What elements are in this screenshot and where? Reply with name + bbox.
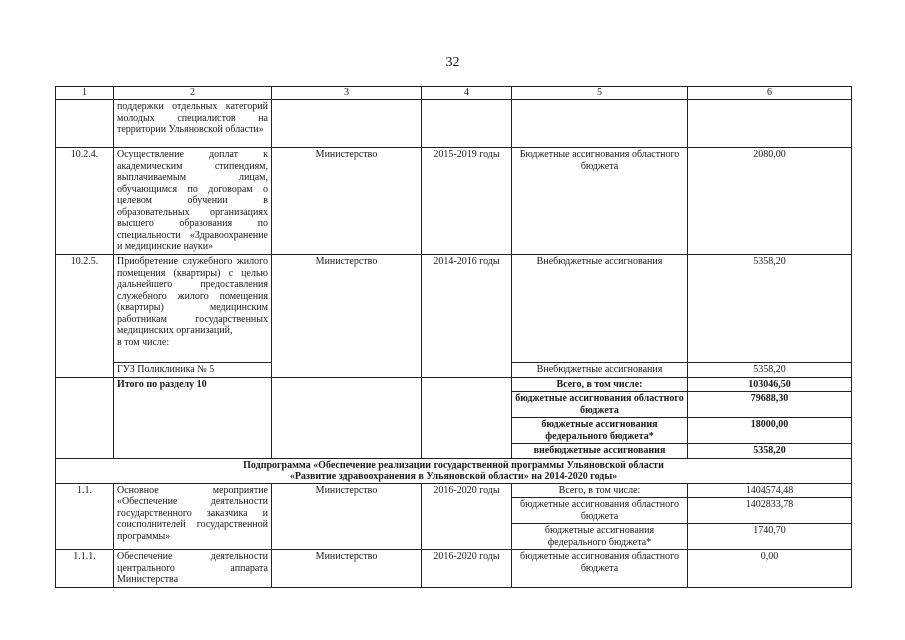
column-number-row [56,87,852,100]
column-number: 5 [512,87,688,100]
column-number: 4 [422,87,512,100]
subprogram-row [56,458,852,483]
subprogram-line: «Развитие здравоохранения в Ульяновской области» на 2014-2020 годы» [289,470,618,482]
measure-name: Основное мероприятие «Обеспечение деятельности государственного заказчика и соисполнителей государственной программы» [114,483,272,550]
measure-text: Приобретение служебного жилого помещения (квартиры) с целью дальнейшего предоставления служебного жилого помещения (квартиры) медицинским работникам государственных медицинских организаций, [117,256,268,336]
measure-name: Осуществление доплат к академическим стипендиям, выплачиваемым лицам, обучающимся по договорам о целевом обучении в образовательных организациях высшего образования по специальности «Здравоохранение и медицинские науки» [114,148,272,255]
funding-source: Внебюджетные ассигнования [512,363,688,378]
column-number: 1 [56,87,114,100]
row-number: 1.1.1. [56,550,114,588]
funding-source: бюджетные ассигнования областного бюджета [512,392,688,418]
period [422,377,512,458]
amount [688,100,852,148]
column-number: 6 [688,87,852,100]
amount: 2080,00 [688,148,852,255]
table-row [56,100,852,148]
period: 2015-2019 годы [422,148,512,255]
table-row [56,148,852,255]
funding-source [512,100,688,148]
program-table [55,86,852,588]
column-number: 2 [114,87,272,100]
including-label: в том числе: [117,336,170,348]
measure-name: поддержки отдельных категорий молодых специалистов на территории Ульяновской области» [114,100,272,148]
table-row [56,255,852,363]
row-number: 1.1. [56,483,114,550]
amount: 0,00 [688,550,852,588]
funding-source: Всего, в том числе: [512,377,688,392]
period: 2014-2016 годы [422,255,512,378]
amount: 5358,20 [688,444,852,459]
funding-source: Внебюджетные ассигнования [512,255,688,363]
funding-source: Бюджетные ассигнования областного бюджета [512,148,688,255]
executor [272,100,422,148]
page-number: 32 [445,55,460,70]
executor [272,377,422,458]
amount: 103046,50 [688,377,852,392]
row-number: 10.2.5. [56,255,114,378]
table-row [56,550,852,588]
funding-source: бюджетные ассигнования федерального бюджета* [512,524,688,550]
funding-source: бюджетные ассигнования областного бюджета [512,498,688,524]
amount: 5358,20 [688,363,852,378]
executor: Министерство [272,550,422,588]
table-row [56,483,852,498]
amount: 5358,20 [688,255,852,363]
period: 2016-2020 годы [422,483,512,550]
funding-source: бюджетные ассигнования федерального бюджета* [512,418,688,444]
period: 2016-2020 годы [422,550,512,588]
row-number: 10.2.4. [56,148,114,255]
amount: 79688,30 [688,392,852,418]
executor: Министерство [272,148,422,255]
funding-source: Всего, в том числе: [512,483,688,498]
period [422,100,512,148]
subprogram-line: Подпрограмма «Обеспечение реализации государственной программы Ульяновской области [243,459,664,471]
executor: Министерство [272,483,422,550]
subprogram-heading [56,458,852,483]
table-row [56,377,852,392]
row-number [56,377,114,458]
row-number [56,100,114,148]
amount: 1404574,48 [688,483,852,498]
funding-source: бюджетные ассигнования областного бюджета [512,550,688,588]
measure-name [114,255,272,363]
funding-source: внебюджетные ассигнования [512,444,688,459]
measure-name: Обеспечение деятельности центрального аппарата Министерства [114,550,272,588]
organization-name: ГУЗ Поликлиника № 5 [114,363,272,378]
column-number: 3 [272,87,422,100]
amount: 18000,00 [688,418,852,444]
amount: 1740,70 [688,524,852,550]
executor: Министерство [272,255,422,378]
total-label: Итого по разделу 10 [114,377,272,458]
amount: 1402833,78 [688,498,852,524]
